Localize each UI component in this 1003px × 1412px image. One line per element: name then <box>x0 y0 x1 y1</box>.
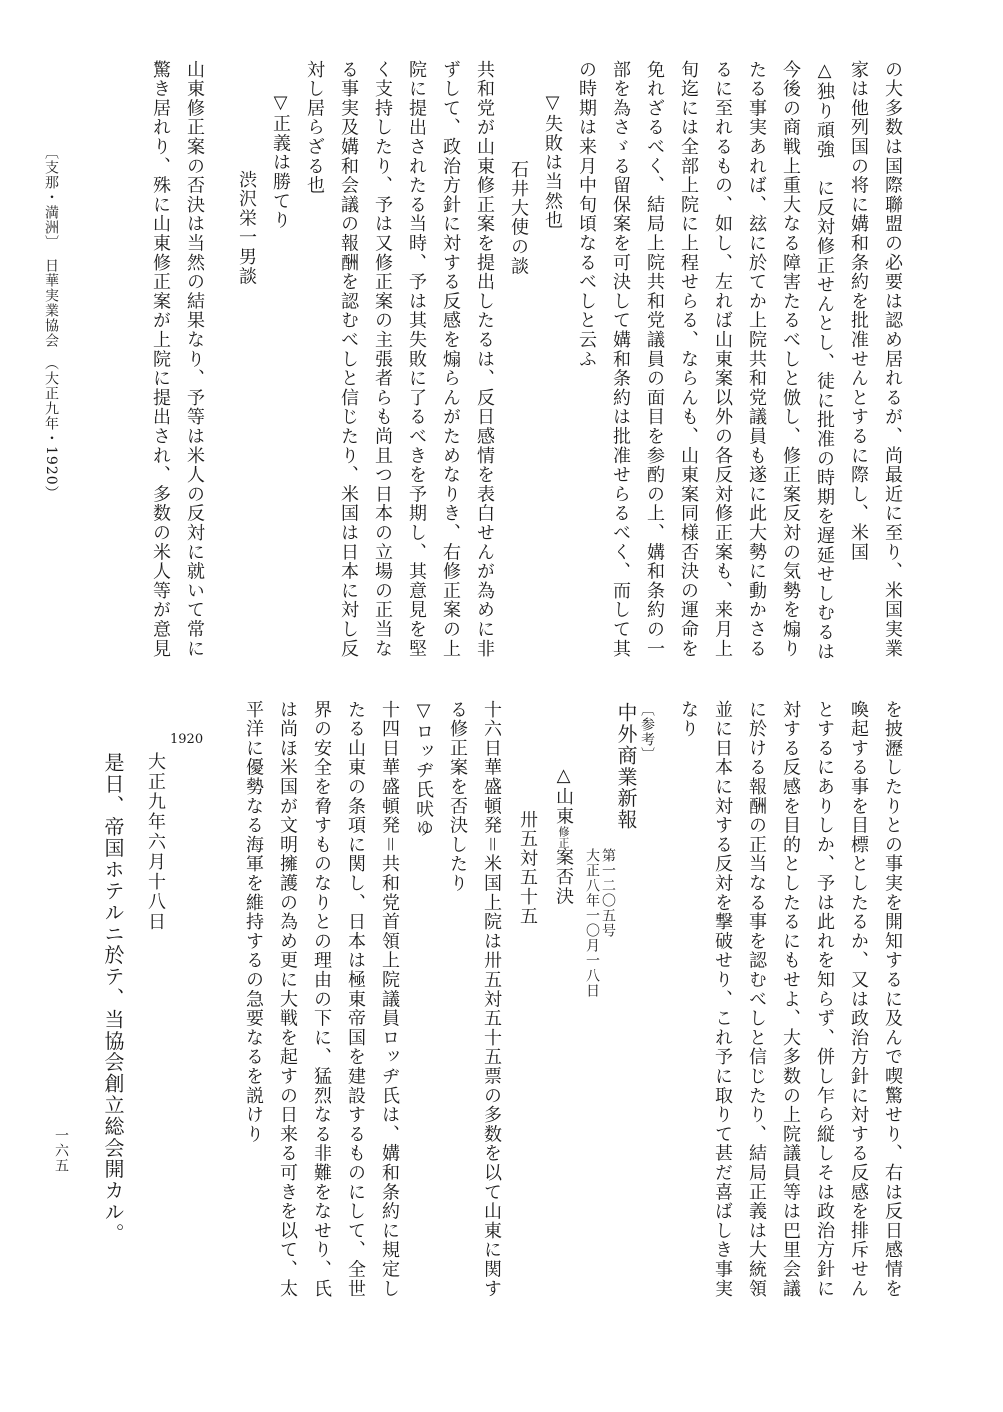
newspaper-name: 中外商業新報 <box>614 702 638 831</box>
upper-text-line: 山東修正案の否決は当然の結果なり、予等は米人の反対に就いて常に <box>184 60 205 659</box>
entry-text: 是日、帝国ホテルニ於テ、当協会創立総会開カル。 <box>101 752 125 1245</box>
article-text-line: 十四日華盛頓発＝共和党首領上院議員ロッヂ氏は、媾和条約に規定し <box>379 700 400 1299</box>
lower-text-line: を披瀝したりとの事実を開知するに及んで喫驚せり、右は反日感情を <box>882 700 903 1299</box>
lower-text-line: とするにありしか、予は此れを知らず、併し乍ら縦しそは政治方針に <box>814 700 835 1299</box>
article-text-line: 平洋に優勢なる海軍を維持するの急要なるを説けり <box>243 700 264 1144</box>
half-divider <box>140 680 920 681</box>
article-subheading: ▽ロッヂ氏吠ゆ <box>413 700 434 839</box>
headline-ruby: 修正 <box>557 825 570 848</box>
article-text-line: 十六日華盛頓発＝米国上院は卅五対五十五票の多数を以て山東に関す <box>481 700 502 1299</box>
upper-text-line: △独り頑強 に反対修正せんとし、徒に批准の時期を遅延せしむるは <box>814 60 835 662</box>
upper-text-line: 家は他列国の将に媾和条約を批准せんとするに際し、米国 <box>848 60 869 562</box>
section-heading: ▽失敗は当然也 <box>542 92 563 231</box>
issue-date: 大正八年一〇月一八日 <box>584 848 600 998</box>
issue-number: 第一二〇五号 <box>600 848 616 938</box>
upper-text-line: 驚き居れり、殊に山東修正案が上院に提出され、多数の米人等が意見 <box>150 60 171 659</box>
article-text-line: 界の安全を脅すものなりとの理由の下に、猛烈なる非難をなせり、氏 <box>311 700 332 1299</box>
upper-text-line: 部を為さゞる留保案を可決して媾和条約は批准せらるべく、而して其 <box>610 60 631 659</box>
upper-text-line: く支持したり、予は又修正案の主張者らも尚且つ日本の立場の正当な <box>372 60 393 659</box>
reference-label: 〔参考〕 <box>639 702 655 762</box>
upper-text-line: る事実及媾和会議の報酬を認むべしと信じたり、米国は日本に対し反 <box>338 60 359 659</box>
article-text-line: る修正案を否決したり <box>447 700 468 893</box>
upper-text-line: の時期は来月中旬頃なるべしと云ふ <box>576 60 597 369</box>
year-note: 1920 <box>170 732 204 747</box>
article-headline <box>554 765 572 906</box>
headline-part: 案否決 <box>553 847 574 906</box>
lower-text-line: 対する反感を目的としたるにもせよ、大多数の上院議員等は巴里会議 <box>780 700 801 1299</box>
article-text-line: たる山東の条項に関し、日本は極東帝国を建設するものにして、全世 <box>345 700 366 1299</box>
lower-text-line: に於ける報酬の正当なる事を認むべしと信じたり、結局正義は大統領 <box>746 700 767 1299</box>
upper-text-line: 対し居らざる也 <box>304 60 325 196</box>
section-heading: ▽正義は勝てり <box>270 92 291 231</box>
lower-text-line: なり <box>678 700 699 739</box>
upper-text-line: 院に提出されたる当時、予は其失敗に了るべきを予期し、其意見を堅 <box>406 60 427 659</box>
upper-text-line: の大多数は国際聯盟の必要は認め居れるが、尚最近に至り、米国実業 <box>882 60 903 659</box>
running-head: 〔支那・満洲〕 日華実業協会 （大正九年・1920） <box>43 145 59 501</box>
page-number: 一六五 <box>53 1128 69 1173</box>
upper-text-line: たる事実あれば、玆に於てか上院共和党議員も遂に此大勢に動かさる <box>746 60 767 659</box>
lower-text-line: 喚起する事を目標としたるか、又は政治方針に対する反感を排斥せん <box>848 700 869 1299</box>
article-subheadline: 卅五対五十五 <box>517 810 538 926</box>
upper-text-line: 共和党が山東修正案を提出したるは、反日感情を表白せんが為めに非 <box>474 60 495 659</box>
upper-text-line: ずして、政治方針に対する反感を煽らんがためなりき、右修正案の上 <box>440 60 461 659</box>
lower-text-line: 並に日本に対する反対を撃破せり、これ予に取りて甚だ喜ばしき事実 <box>712 700 733 1299</box>
upper-text-line: 免れざるべく、結局上院共和党議員の面目を参酌の上、媾和条約の一 <box>644 60 665 659</box>
upper-text-line: るに至れるもの、如し、左れば山東案以外の各反対修正案も、来月上 <box>712 60 733 659</box>
upper-text-line: 今後の商戦上重大なる障害たるべしと倣し、修正案反対の気勢を煽り <box>780 60 801 659</box>
entry-date: 大正九年六月十八日 <box>145 752 166 932</box>
article-text-line: は尚ほ米国が文明擁護の為め更に大戦を起すの日来る可きを以て、太 <box>277 700 298 1299</box>
speaker-attribution: 石井大使の談 <box>508 160 529 276</box>
headline-part: △山東 <box>553 765 574 826</box>
upper-text-line: 旬迄には全部上院に上程せらる、ならんも、山東案同様否決の運命を <box>678 60 699 659</box>
speaker-attribution: 渋沢栄一男談 <box>236 170 257 286</box>
